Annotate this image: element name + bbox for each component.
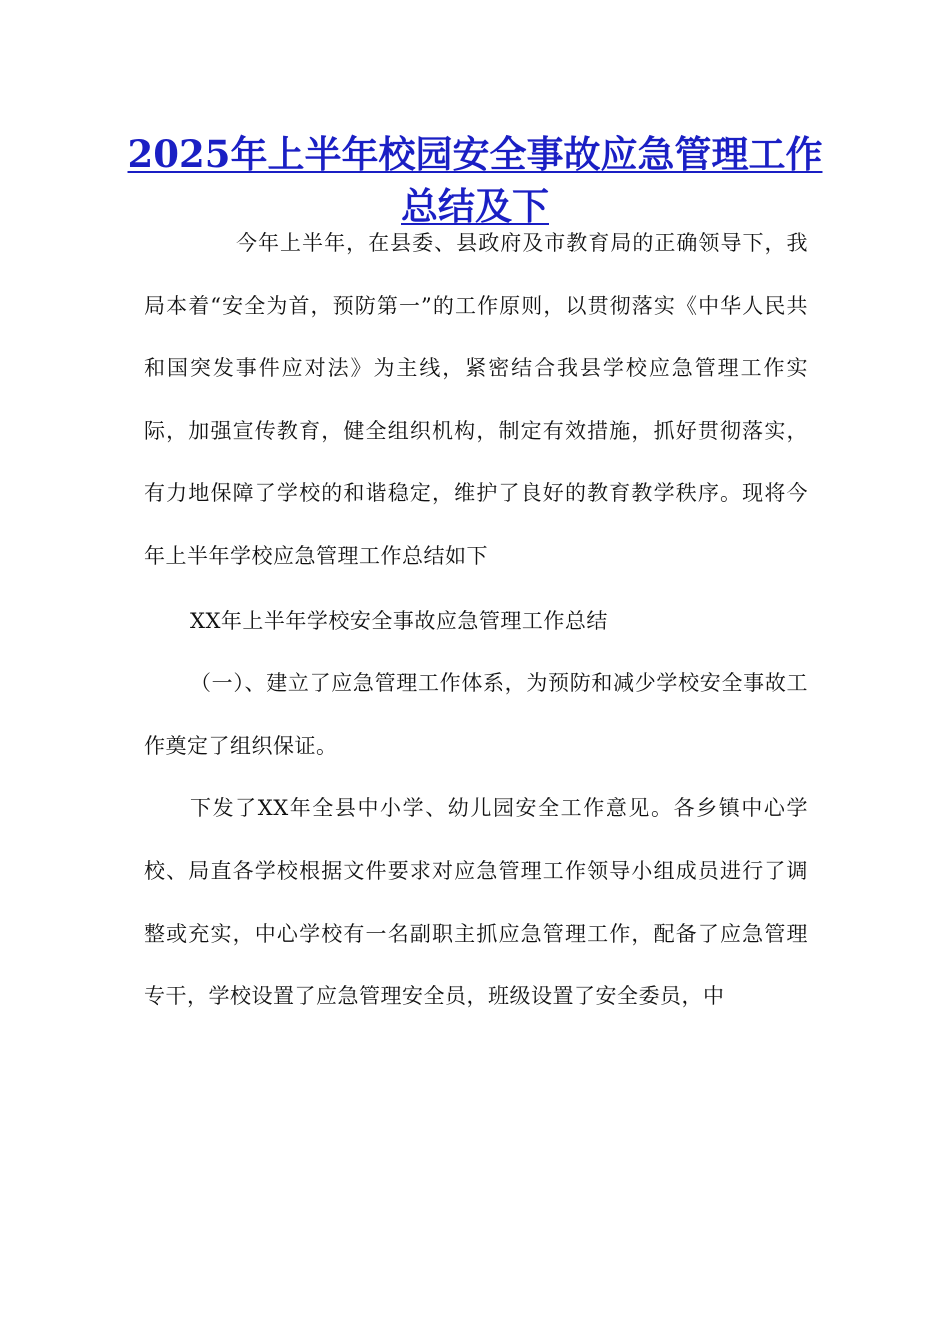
document-body <box>144 212 808 1028</box>
paragraph-intro: 今年上半年，在县委、县政府及市教育局的正确领导下，我局本着“安全为首，预防第一”的工作原则，以贯彻落实《中华人民共和国突发事件应对法》为主线，紧密结合我县学校应急管理工作实际，加强宣传教育，健全组织机构，制定有效措施，抓好贯彻落实，有力地保障了学校的和谐稳定，维护了良好的教育教学秩序。现将今年上半年学校应急管理工作总结如下 <box>144 231 808 568</box>
paragraph-section-heading: XX年上半年学校安全事故应急管理工作总结 <box>190 608 608 633</box>
paragraph-body-1: 下发了XX年全县中小学、幼儿园安全工作意见。各乡镇中心学校、局直各学校根据文件要求对应急管理工作领导小组成员进行了调整或充实，中心学校有一名副职主抓应急管理工作，配备了应急管理专干，学校设置了应急管理安全员，班级设置了安全委员，中 <box>144 796 808 1009</box>
title-link[interactable]: 2025年上半年校园安全事故应急管理工作总结及下 <box>127 132 823 228</box>
paragraph-subheading-1: （一）、建立了应急管理工作体系，为预防和减少学校安全事故工作奠定了组织保证。 <box>144 671 808 758</box>
